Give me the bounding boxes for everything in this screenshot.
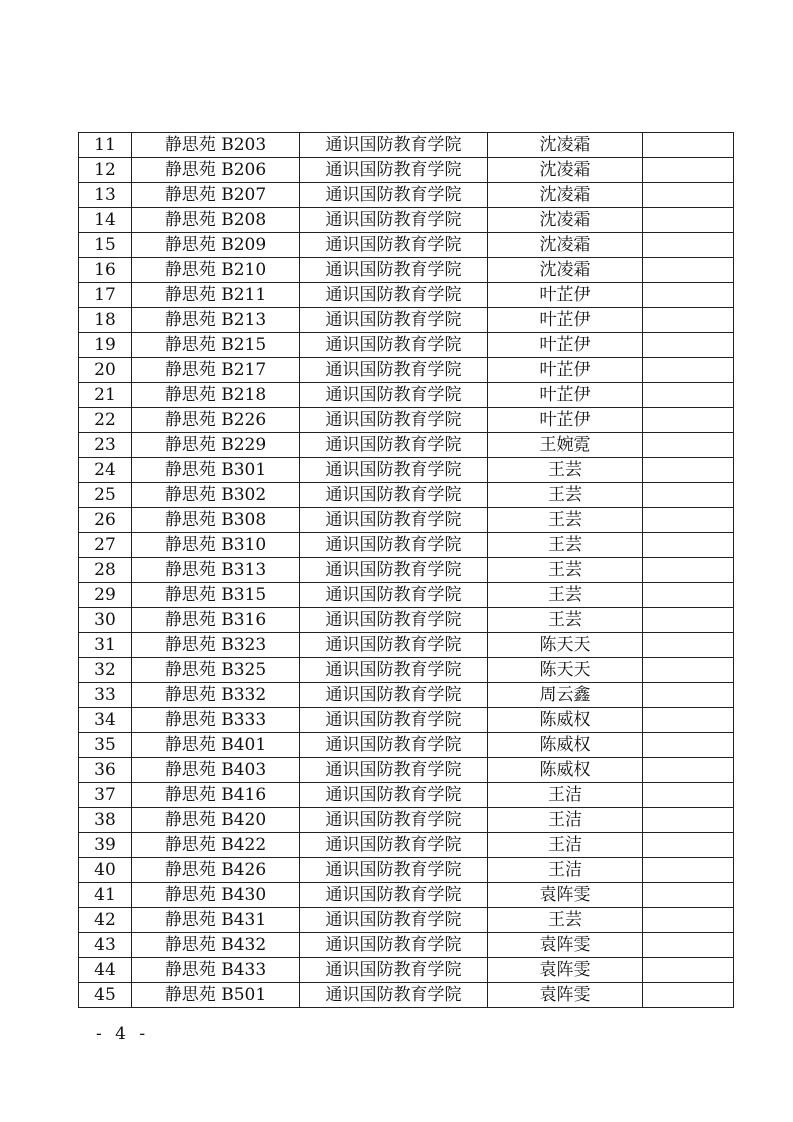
person-cell: 叶芷伊: [488, 383, 643, 408]
department-cell: 通识国防教育学院: [300, 358, 488, 383]
table-row: [79, 958, 734, 983]
room-cell: 静思苑 B401: [132, 733, 300, 758]
row-index-cell: 32: [79, 658, 132, 683]
department-cell: 通识国防教育学院: [300, 183, 488, 208]
person-cell: 王芸: [488, 533, 643, 558]
room-cell: 静思苑 B422: [132, 833, 300, 858]
department-cell: 通识国防教育学院: [300, 508, 488, 533]
department-cell: 通识国防教育学院: [300, 383, 488, 408]
room-cell: 静思苑 B325: [132, 658, 300, 683]
row-index-cell: 25: [79, 483, 132, 508]
table-row: [79, 533, 734, 558]
note-cell: [643, 658, 734, 683]
person-cell: 沈凌霜: [488, 233, 643, 258]
room-cell: 静思苑 B218: [132, 383, 300, 408]
note-cell: [643, 858, 734, 883]
department-cell: 通识国防教育学院: [300, 533, 488, 558]
room-cell: 静思苑 B209: [132, 233, 300, 258]
person-cell: 王芸: [488, 483, 643, 508]
table-row: [79, 758, 734, 783]
row-index-cell: 17: [79, 283, 132, 308]
person-cell: 王芸: [488, 458, 643, 483]
room-cell: 静思苑 B302: [132, 483, 300, 508]
table-row: [79, 233, 734, 258]
note-cell: [643, 908, 734, 933]
department-cell: 通识国防教育学院: [300, 833, 488, 858]
room-cell: 静思苑 B213: [132, 308, 300, 333]
note-cell: [643, 208, 734, 233]
note-cell: [643, 133, 734, 158]
department-cell: 通识国防教育学院: [300, 983, 488, 1008]
person-cell: 叶芷伊: [488, 283, 643, 308]
table-row: [79, 308, 734, 333]
table-row: [79, 608, 734, 633]
row-index-cell: 43: [79, 933, 132, 958]
room-cell: 静思苑 B431: [132, 908, 300, 933]
row-index-cell: 34: [79, 708, 132, 733]
table-row: [79, 733, 734, 758]
note-cell: [643, 183, 734, 208]
row-index-cell: 36: [79, 758, 132, 783]
row-index-cell: 22: [79, 408, 132, 433]
person-cell: 沈凌霜: [488, 158, 643, 183]
room-cell: 静思苑 B432: [132, 933, 300, 958]
note-cell: [643, 583, 734, 608]
note-cell: [643, 833, 734, 858]
room-cell: 静思苑 B416: [132, 783, 300, 808]
note-cell: [643, 808, 734, 833]
row-index-cell: 38: [79, 808, 132, 833]
row-index-cell: 15: [79, 233, 132, 258]
table-row: [79, 833, 734, 858]
table-row: [79, 933, 734, 958]
person-cell: 陈威权: [488, 758, 643, 783]
note-cell: [643, 383, 734, 408]
person-cell: 叶芷伊: [488, 308, 643, 333]
row-index-cell: 27: [79, 533, 132, 558]
table-row: [79, 508, 734, 533]
row-index-cell: 40: [79, 858, 132, 883]
person-cell: 袁阵雯: [488, 933, 643, 958]
row-index-cell: 37: [79, 783, 132, 808]
room-cell: 静思苑 B215: [132, 333, 300, 358]
table-row: [79, 883, 734, 908]
table-row: [79, 283, 734, 308]
department-cell: 通识国防教育学院: [300, 133, 488, 158]
person-cell: 王洁: [488, 833, 643, 858]
department-cell: 通识国防教育学院: [300, 208, 488, 233]
table-row: [79, 408, 734, 433]
room-cell: 静思苑 B203: [132, 133, 300, 158]
table-row: [79, 358, 734, 383]
room-cell: 静思苑 B208: [132, 208, 300, 233]
note-cell: [643, 358, 734, 383]
table-row: [79, 133, 734, 158]
note-cell: [643, 458, 734, 483]
table-row: [79, 558, 734, 583]
department-cell: 通识国防教育学院: [300, 558, 488, 583]
note-cell: [643, 158, 734, 183]
person-cell: 陈威权: [488, 708, 643, 733]
table-row: [79, 333, 734, 358]
room-cell: 静思苑 B316: [132, 608, 300, 633]
note-cell: [643, 633, 734, 658]
person-cell: 沈凌霜: [488, 183, 643, 208]
table-row: [79, 383, 734, 408]
row-index-cell: 39: [79, 833, 132, 858]
note-cell: [643, 983, 734, 1008]
department-cell: 通识国防教育学院: [300, 333, 488, 358]
table-row: [79, 858, 734, 883]
note-cell: [643, 958, 734, 983]
note-cell: [643, 558, 734, 583]
row-index-cell: 12: [79, 158, 132, 183]
department-cell: 通识国防教育学院: [300, 483, 488, 508]
row-index-cell: 41: [79, 883, 132, 908]
room-cell: 静思苑 B323: [132, 633, 300, 658]
room-cell: 静思苑 B210: [132, 258, 300, 283]
person-cell: 陈天天: [488, 633, 643, 658]
person-cell: 王芸: [488, 583, 643, 608]
room-cell: 静思苑 B313: [132, 558, 300, 583]
note-cell: [643, 758, 734, 783]
person-cell: 沈凌霜: [488, 208, 643, 233]
room-cell: 静思苑 B333: [132, 708, 300, 733]
table-row: [79, 433, 734, 458]
row-index-cell: 21: [79, 383, 132, 408]
row-index-cell: 35: [79, 733, 132, 758]
table-row: [79, 583, 734, 608]
department-cell: 通识国防教育学院: [300, 233, 488, 258]
table-row: [79, 658, 734, 683]
row-index-cell: 24: [79, 458, 132, 483]
department-cell: 通识国防教育学院: [300, 758, 488, 783]
row-index-cell: 33: [79, 683, 132, 708]
person-cell: 陈威权: [488, 733, 643, 758]
department-cell: 通识国防教育学院: [300, 258, 488, 283]
note-cell: [643, 783, 734, 808]
row-index-cell: 28: [79, 558, 132, 583]
table-row: [79, 458, 734, 483]
note-cell: [643, 258, 734, 283]
note-cell: [643, 508, 734, 533]
person-cell: 叶芷伊: [488, 333, 643, 358]
room-cell: 静思苑 B315: [132, 583, 300, 608]
person-cell: 王洁: [488, 808, 643, 833]
room-cell: 静思苑 B217: [132, 358, 300, 383]
note-cell: [643, 533, 734, 558]
person-cell: 沈凌霜: [488, 133, 643, 158]
table-row: [79, 783, 734, 808]
table-row: [79, 183, 734, 208]
department-cell: 通识国防教育学院: [300, 408, 488, 433]
table-row: [79, 483, 734, 508]
room-cell: 静思苑 B403: [132, 758, 300, 783]
person-cell: 陈天天: [488, 658, 643, 683]
row-index-cell: 14: [79, 208, 132, 233]
row-index-cell: 11: [79, 133, 132, 158]
person-cell: 袁阵雯: [488, 958, 643, 983]
department-cell: 通识国防教育学院: [300, 908, 488, 933]
room-cell: 静思苑 B433: [132, 958, 300, 983]
department-cell: 通识国防教育学院: [300, 808, 488, 833]
department-cell: 通识国防教育学院: [300, 683, 488, 708]
row-index-cell: 31: [79, 633, 132, 658]
page-number: - 4 -: [96, 1024, 150, 1044]
person-cell: 袁阵雯: [488, 983, 643, 1008]
note-cell: [643, 283, 734, 308]
department-cell: 通识国防教育学院: [300, 308, 488, 333]
note-cell: [643, 683, 734, 708]
table-row: [79, 158, 734, 183]
note-cell: [643, 733, 734, 758]
person-cell: 叶芷伊: [488, 358, 643, 383]
document-page: [78, 132, 733, 1006]
room-cell: 静思苑 B207: [132, 183, 300, 208]
person-cell: 袁阵雯: [488, 883, 643, 908]
table-row: [79, 683, 734, 708]
room-cell: 静思苑 B420: [132, 808, 300, 833]
department-cell: 通识国防教育学院: [300, 933, 488, 958]
row-index-cell: 29: [79, 583, 132, 608]
department-cell: 通识国防教育学院: [300, 158, 488, 183]
department-cell: 通识国防教育学院: [300, 433, 488, 458]
room-cell: 静思苑 B310: [132, 533, 300, 558]
person-cell: 周云鑫: [488, 683, 643, 708]
department-cell: 通识国防教育学院: [300, 458, 488, 483]
department-cell: 通识国防教育学院: [300, 583, 488, 608]
table-body: [79, 133, 734, 1008]
person-cell: 王芸: [488, 908, 643, 933]
row-index-cell: 45: [79, 983, 132, 1008]
room-cell: 静思苑 B229: [132, 433, 300, 458]
room-cell: 静思苑 B226: [132, 408, 300, 433]
room-assignment-table: [78, 132, 734, 1008]
row-index-cell: 13: [79, 183, 132, 208]
row-index-cell: 19: [79, 333, 132, 358]
person-cell: 叶芷伊: [488, 408, 643, 433]
room-cell: 静思苑 B501: [132, 983, 300, 1008]
row-index-cell: 30: [79, 608, 132, 633]
note-cell: [643, 333, 734, 358]
room-cell: 静思苑 B430: [132, 883, 300, 908]
note-cell: [643, 308, 734, 333]
table-row: [79, 258, 734, 283]
department-cell: 通识国防教育学院: [300, 733, 488, 758]
note-cell: [643, 883, 734, 908]
department-cell: 通识国防教育学院: [300, 283, 488, 308]
row-index-cell: 44: [79, 958, 132, 983]
person-cell: 王婉霓: [488, 433, 643, 458]
department-cell: 通识国防教育学院: [300, 608, 488, 633]
room-cell: 静思苑 B206: [132, 158, 300, 183]
person-cell: 沈凌霜: [488, 258, 643, 283]
department-cell: 通识国防教育学院: [300, 658, 488, 683]
note-cell: [643, 408, 734, 433]
row-index-cell: 42: [79, 908, 132, 933]
department-cell: 通识国防教育学院: [300, 858, 488, 883]
row-index-cell: 26: [79, 508, 132, 533]
table-row: [79, 983, 734, 1008]
department-cell: 通识国防教育学院: [300, 958, 488, 983]
person-cell: 王芸: [488, 558, 643, 583]
room-cell: 静思苑 B301: [132, 458, 300, 483]
table-row: [79, 708, 734, 733]
row-index-cell: 16: [79, 258, 132, 283]
person-cell: 王芸: [488, 508, 643, 533]
department-cell: 通识国防教育学院: [300, 708, 488, 733]
department-cell: 通识国防教育学院: [300, 883, 488, 908]
note-cell: [643, 933, 734, 958]
row-index-cell: 18: [79, 308, 132, 333]
note-cell: [643, 608, 734, 633]
row-index-cell: 20: [79, 358, 132, 383]
row-index-cell: 23: [79, 433, 132, 458]
person-cell: 王洁: [488, 858, 643, 883]
note-cell: [643, 708, 734, 733]
note-cell: [643, 483, 734, 508]
person-cell: 王洁: [488, 783, 643, 808]
department-cell: 通识国防教育学院: [300, 783, 488, 808]
person-cell: 王芸: [488, 608, 643, 633]
room-cell: 静思苑 B332: [132, 683, 300, 708]
room-cell: 静思苑 B308: [132, 508, 300, 533]
room-cell: 静思苑 B211: [132, 283, 300, 308]
table-row: [79, 908, 734, 933]
room-cell: 静思苑 B426: [132, 858, 300, 883]
table-row: [79, 808, 734, 833]
note-cell: [643, 233, 734, 258]
department-cell: 通识国防教育学院: [300, 633, 488, 658]
table-row: [79, 633, 734, 658]
table-row: [79, 208, 734, 233]
note-cell: [643, 433, 734, 458]
